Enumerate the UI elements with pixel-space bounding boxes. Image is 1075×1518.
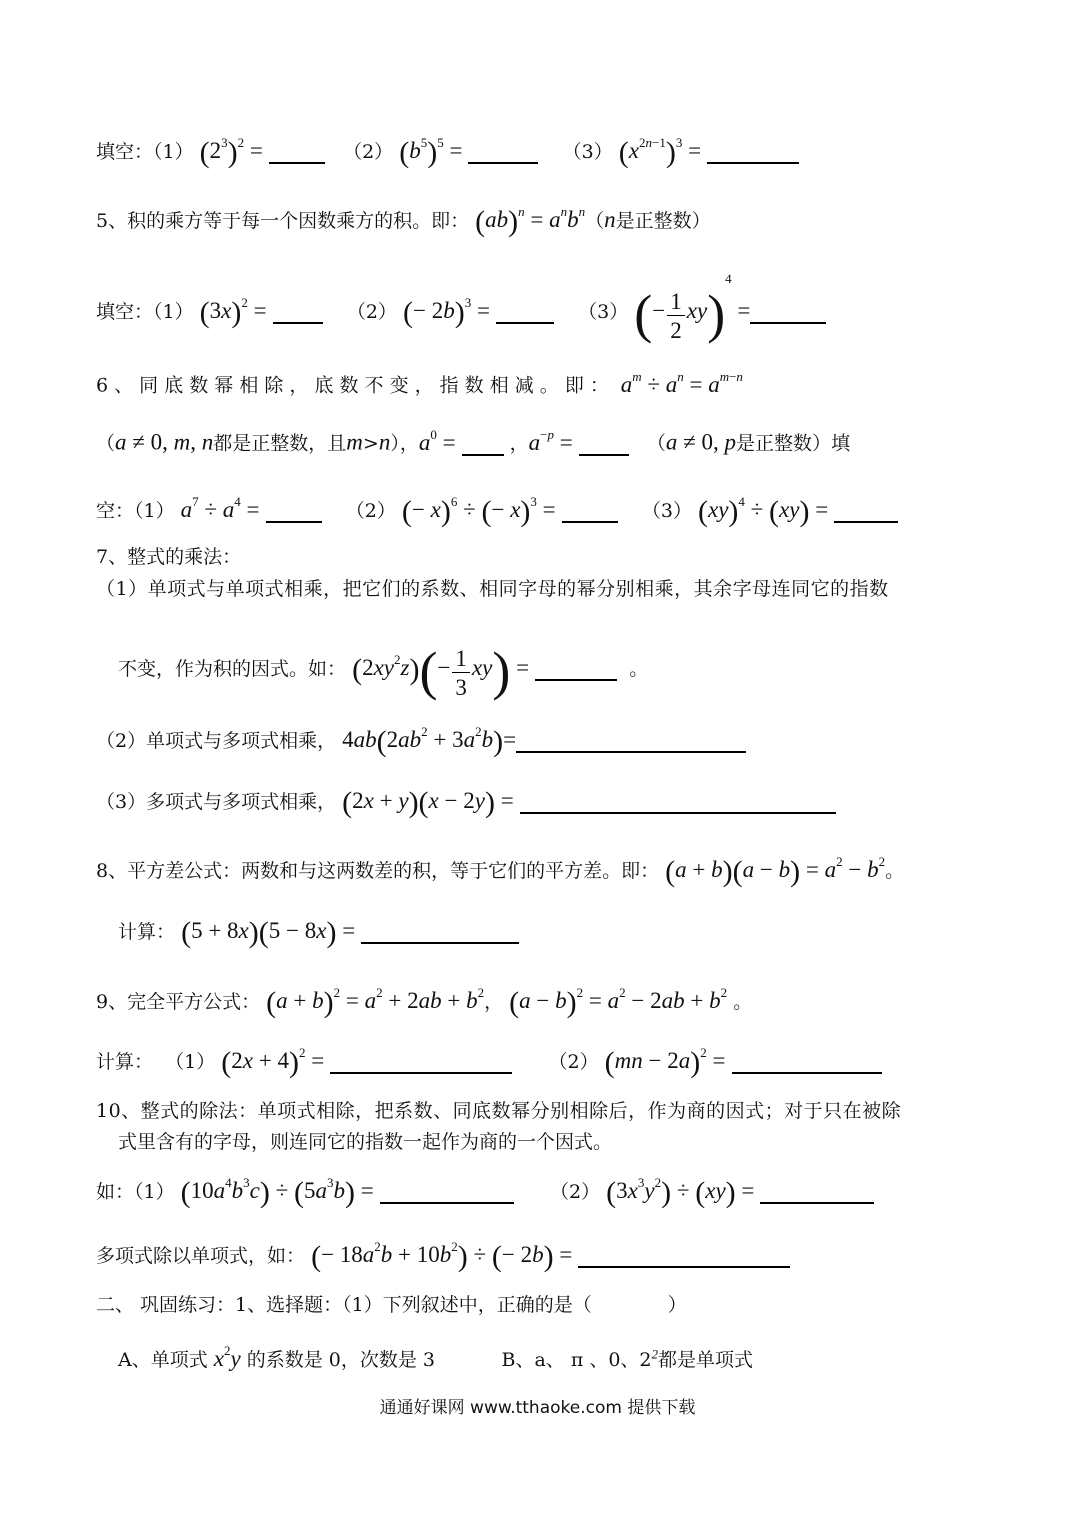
rule-6: 6 、 同 底 数 幂 相 除 ， 底 数 不 变 ， 指 数 相 减 。 即 ： $a^m \div a^n = a^{m-n}$ [96,369,743,397]
rule-7-3: （3）多项式与多项式相乘， (2x + y)(x − 2y) = [96,788,836,818]
fill-line-division: 空：（1） $a^7 \div a^4$ = （2） (− x)$^6$ ÷ (− x)$^3$ = （3） (xy)$^4$ ÷ (xy) = [96,497,898,527]
answer-blank[interactable] [732,1071,882,1074]
answer-blank[interactable] [269,161,325,164]
rule-7-title: 7、整式的乘法： [96,546,242,568]
rule-6-conditions: （a ≠ 0, m, n都是正整数，且m>n），$a^0$ = ，$a^{-p}$ = （a ≠ 0, p是正整数）填 [96,427,851,455]
answer-blank[interactable] [462,453,504,456]
answer-blank[interactable] [516,750,746,753]
answer-blank[interactable] [380,1201,514,1204]
option-b[interactable]: B、a、 π 、0、$2^2$都是单项式 [501,1346,754,1371]
answer-blank[interactable] [750,321,826,324]
rule-7-1a: （1）单项式与单项式相乘，把它们的系数、相同字母的幂分别相乘，其余字母连同它的指数 [96,578,889,600]
rule-10b: 式里含有的字母，则连同它的指数一起作为商的一个因式。 [118,1131,613,1153]
fill-line-product-power: 填空：（1） $(3x)^2$ = （2） (− 2b)$^3$ = （3） (− $\frac{1}{2}$ xy)$^4$ = [96,287,826,342]
answer-blank[interactable] [707,161,799,164]
answer-blank[interactable] [520,811,836,814]
fill-line-powers: 填空：（1） $(2^3)^2$ = （2） $(b^5)^5$ = （3） $(x^{2n-1})^3$ = [96,138,799,168]
rule-10a: 10、整式的除法：单项式相除，把系数、同底数幂分别相除后，作为商的因式；对于只在被除 [96,1100,902,1122]
answer-blank[interactable] [273,321,323,324]
answer-blank[interactable] [562,520,618,523]
rule-10-examples: 如：（1） $(10a^4b^3c) \div (5a^3b)$ = （2） $(3x^3y^2) \div (xy)$ = [96,1178,874,1208]
answer-blank[interactable] [760,1201,874,1204]
calc-perfect-square: 计算： （1） $(2x + 4)^2$ = （2） (mn − 2a)$^2$ = [96,1048,882,1078]
rule-7-2: （2）单项式与多项式相乘， $4ab(2ab^2 + 3a^2b)=$ [96,727,746,757]
answer-blank[interactable] [535,678,617,681]
rule-5: 5、积的乘方等于每一个因数乘方的积。即： $(ab)^n = a^nb^n(n$是正整数） [96,204,711,238]
expr: $(x^{2n-1})^3$ = [618,135,702,169]
answer-blank[interactable] [266,520,322,523]
option-a[interactable]: A、单项式 $x^2y$ 的系数是 0，次数是 3 [118,1343,436,1371]
answer-blank[interactable] [579,453,629,456]
answer-blank[interactable] [330,1071,512,1074]
footer-credit: 通通好课网 www.tthaoke.com 提供下载 [379,1398,696,1418]
practice-header: 二、 巩固练习：1、选择题：（1）下列叙述中，正确的是（ ） [96,1294,687,1316]
answer-blank[interactable] [468,161,538,164]
answer-blank[interactable] [361,941,519,944]
fill-label: 填空： [96,141,154,163]
expr: $(2^3)^2$ = [199,135,263,169]
answer-blank[interactable] [578,1265,790,1268]
rule-10-polynomial: 多项式除以单项式，如： (− $18a^2b + 10b^2$) ÷ (− 2b) = [96,1242,790,1272]
calc-difference-of-squares: 计算： (5 + 8x)(5 − 8x) = [118,918,519,948]
rule-7-1b: 不变，作为积的因式。如： $(2xy^2z)(-$ $\frac{1}{3}$ xy) = 。 [118,641,649,701]
answer-blank[interactable] [834,520,898,523]
expr: $(b^5)^5$ = [399,135,463,169]
answer-blank[interactable] [496,321,554,324]
option-row [118,1343,754,1371]
rule-9: 9、完全平方公式： $(a + b)^2 = a^2 + 2ab + b^2$， $(a - b)^2 = a^2 - 2ab + b^2$ 。 [96,985,753,1019]
rule-8: 8、平方差公式：两数和与这两数差的积，等于它们的平方差。即： $(a + b)(a - b) = a^2 - b^2$。 [96,854,905,888]
